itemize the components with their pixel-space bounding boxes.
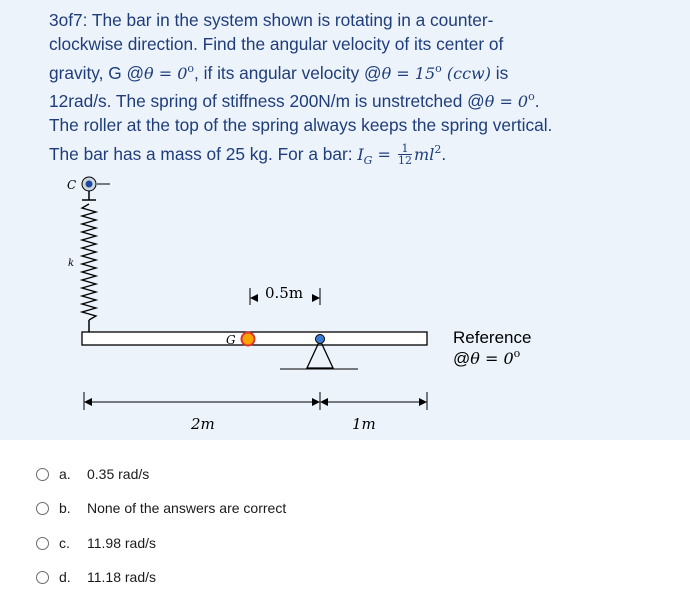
label-k: k (68, 258, 75, 269)
fraction-numerator: 1 (398, 143, 412, 155)
center-of-gravity-marker (242, 333, 255, 346)
spring-coil (82, 204, 96, 320)
question-text-span: 12rad/s. The spring of stiffness 200N/m is unstretched @ (49, 90, 485, 111)
option-text: 11.18 rad/s (87, 569, 157, 585)
fraction-denominator: 12 (398, 154, 413, 168)
option-text: 11.98 rad/s (87, 535, 157, 551)
reference-condition (453, 347, 521, 368)
reference-degree: o (513, 347, 521, 360)
label-1m: 1m (352, 415, 376, 433)
option-letter: d. (59, 569, 71, 585)
radio-c[interactable] (36, 537, 49, 550)
radio-b[interactable] (36, 502, 49, 515)
math-theta: θ = 15 (381, 63, 436, 83)
option-text: 0.35 rad/s (87, 466, 150, 482)
question-text-span: 3of7: The bar in the system shown is rotating in a counter- (49, 10, 494, 30)
reference-at: @ (453, 349, 471, 368)
radio-d[interactable] (36, 571, 49, 584)
question-text-span: The roller at the top of the spring always keeps the spring vertical. (49, 114, 553, 135)
option-letter: c. (59, 535, 70, 551)
question-text-span: clockwise direction. Find the angular velocity of its center of (49, 33, 504, 54)
dimension-bottom (84, 392, 427, 410)
question-text-span: . (534, 90, 540, 111)
math-ccw: (ccw) (441, 63, 491, 83)
option-c[interactable] (36, 531, 156, 555)
math-squared: 2 (434, 142, 442, 156)
label-2m: 2m (191, 415, 215, 433)
reference-label: Reference (453, 328, 532, 347)
roller-c (82, 177, 110, 191)
option-a[interactable] (36, 462, 149, 486)
spring (82, 191, 96, 336)
option-letter: a. (59, 466, 71, 482)
question-text-span: , if its angular velocity @ (194, 62, 382, 83)
option-d[interactable] (36, 565, 156, 589)
label-c: C (67, 178, 77, 192)
label-0-5m: 0.5m (265, 284, 304, 302)
question-text-span: is (490, 62, 509, 83)
label-g: G (226, 333, 236, 347)
math-ig: I (357, 144, 364, 164)
reference-theta: θ = 0 (470, 349, 514, 368)
radio-a[interactable] (36, 468, 49, 481)
question-text-span: . (441, 143, 447, 164)
pin (316, 335, 325, 344)
math-theta: θ = 0 (484, 91, 529, 111)
degree-sup: o (435, 61, 442, 75)
question-text-span: gravity, G @ (49, 62, 145, 83)
math-sub-g: G (363, 153, 373, 167)
option-b[interactable] (36, 496, 286, 520)
question-text-span: The bar has a mass of 25 kg. For a bar: (49, 143, 358, 164)
math-theta: θ = 0 (144, 63, 188, 83)
roller-inner (86, 181, 93, 188)
degree-sup: o (528, 90, 535, 104)
math-equals: = (372, 144, 397, 164)
option-text: None of the answers are correct (87, 500, 287, 516)
math-ml: ml (414, 144, 435, 164)
option-letter: b. (59, 500, 71, 516)
degree-sup: o (187, 61, 195, 75)
